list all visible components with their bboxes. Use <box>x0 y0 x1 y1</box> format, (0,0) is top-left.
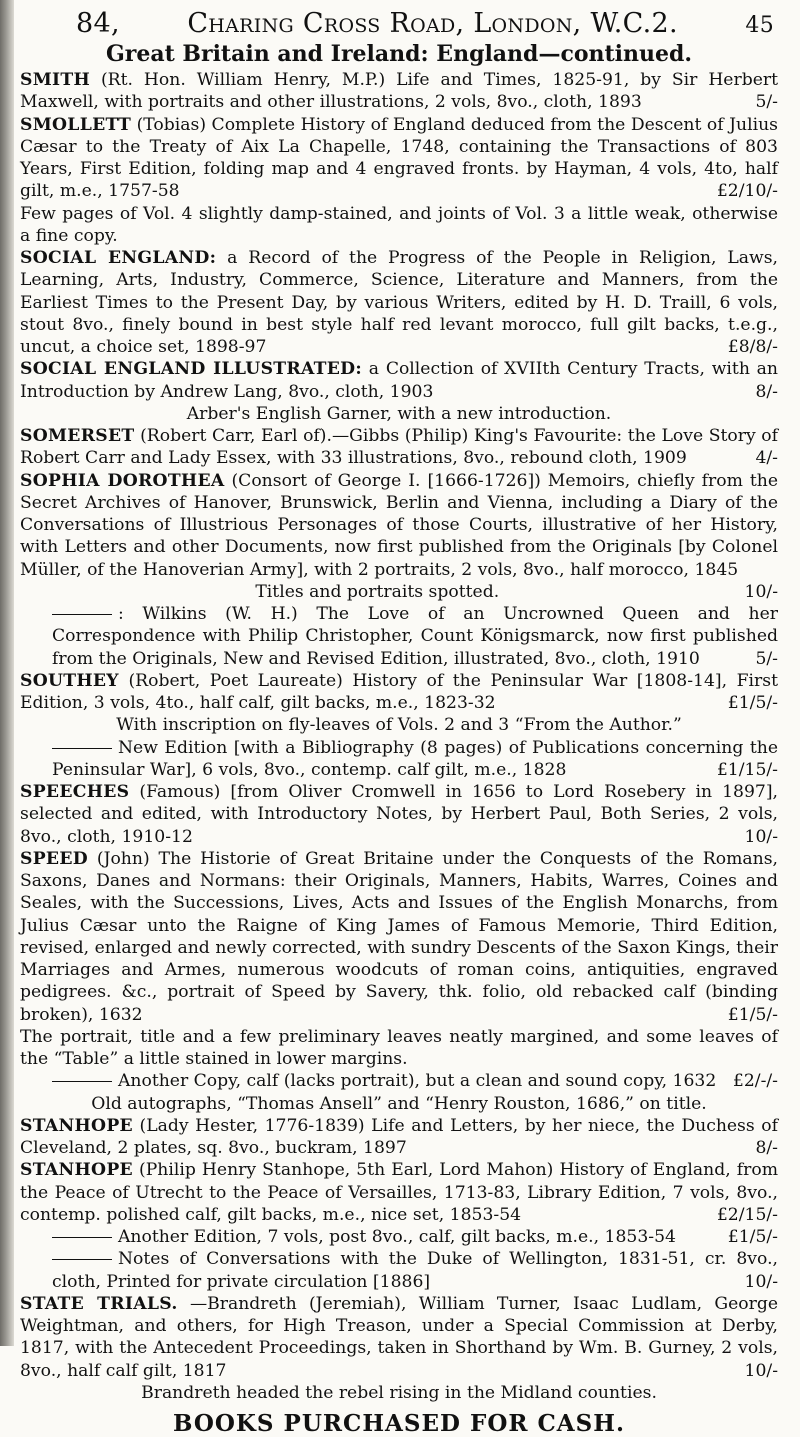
ditto-rule <box>52 748 112 749</box>
entry-text: —Brandreth (Jeremiah), William Turner, Isaac Ludlam, George Weightman, and others, for High Treason, under a Special Commission at Derby, 1817, with the Antecedent Proceedings, taken in Shorthand by Wm. B. Gurney, 2 vols, 8vo., half calf gilt, 1817 <box>20 1293 779 1381</box>
entry-price: 10/- <box>744 826 778 847</box>
catalogue-entry <box>20 737 778 782</box>
entry-text: a Record of the Progress of the People in Religion, Laws, Learning, Arts, Industry, Commerce, Science, Literature and Manners, from the Earliest Times to the Present Day, by various Writers, edited by H. D. Traill, 6 vols, stout 8vo., finely bound in best style half red levant morocco, full gilt backs, t.e.g., uncut, a choice set, 1898-97 <box>20 248 778 357</box>
entry-text: a Collection of XVIIth Century Tracts, with an Introduction by Andrew Lang, 8vo., cloth, 1903 <box>20 359 778 402</box>
entry-note: Old autographs, “Thomas Ansell” and “Henry Rouston, 1686,” on title. <box>91 1093 707 1114</box>
entry-price: 10/- <box>744 1360 778 1381</box>
page-header <box>76 8 774 39</box>
entry-price: £1/5/- <box>727 1227 778 1247</box>
entry-price: 4/- <box>755 448 778 469</box>
entry-heading: SPEECHES <box>20 782 130 802</box>
section-title: Great Britain and Ireland: England—continued. <box>105 41 693 67</box>
entry-text: (Robert, Poet Laureate) History of the Peninsular War [1808-14], First Edition, 3 vols, 4to., half calf, gilt backs, m.e., 1823-32 <box>20 670 778 713</box>
entry-text: (Robert Carr, Earl of).—Gibbs (Philip) King's Favourite: the Love Story of Robert Carr and Lady Essex, with 33 illustrations, 8vo., rebound cloth, 1909 <box>20 426 778 469</box>
entry-price: £8/8/- <box>727 337 778 357</box>
catalogue-entry <box>20 1159 778 1226</box>
catalogue-entry <box>20 1293 778 1382</box>
entry-note: Titles and portraits spotted. <box>255 581 500 602</box>
ditto-rule <box>52 1259 112 1260</box>
entry-price: £2/15/- <box>716 1204 778 1225</box>
catalogue-entry <box>20 848 778 1026</box>
catalogue-entry <box>20 1115 778 1160</box>
entry-text: Notes of Conversations with the Duke of Wellington, 1831-51, cr. 8vo., cloth, Printed for private circulation [1886] <box>52 1249 778 1292</box>
entry-heading: STANHOPE <box>20 1115 133 1136</box>
entry-condition-note: Few pages of Vol. 4 slightly damp-stained, and joints of Vol. 3 a little weak, otherwise a fine copy. <box>20 203 778 246</box>
catalogue-entry <box>20 358 778 403</box>
catalogue-entry <box>20 1070 778 1092</box>
entry-text: (Tobias) Complete History of England deduced from the Descent of Julius Cæsar to the Treaty of Aix La Chapelle, 1748, containing the Transactions of 803 Years, First Edition, folding map and 4 engraved fronts. by Hayman, 4 vols, 4to, half gilt, m.e., 1757-58 <box>20 114 778 202</box>
catalogue-entry <box>20 425 778 470</box>
entry-price: £2/10/- <box>716 181 778 202</box>
entry-heading: SPEED <box>20 848 88 869</box>
catalogue-entry <box>20 603 778 670</box>
entry-text: New Edition [with a Bibliography (8 pages) of Publications concerning the Peninsular War], 6 vols, 8vo., contemp. calf gilt, m.e., 1828 <box>52 737 778 780</box>
ditto-rule <box>52 1237 112 1238</box>
entry-text: (Lady Hester, 1776-1839) Life and Letters, by her niece, the Duchess of Cleveland, 2 plates, sq. 8vo., buckram, 1897 <box>20 1115 778 1158</box>
entry-price: 10/- <box>744 581 778 602</box>
entries-list <box>20 69 778 1404</box>
entry-price: 5/- <box>755 648 778 669</box>
book-spine-shadow <box>0 0 14 1346</box>
entry-text: (Rt. Hon. William Henry, M.P.) Life and Times, 1825-91, by Sir Herbert Maxwell, with portraits and other illustrations, 2 vols, 8vo., cloth, 1893 <box>20 70 778 113</box>
entry-note: With inscription on fly-leaves of Vols. 2 and 3 “From the Author.” <box>116 715 682 736</box>
catalogue-entry <box>20 69 778 114</box>
entry-note: Brandreth headed the rebel rising in the Midland counties. <box>141 1382 657 1403</box>
catalogue-entry <box>20 781 778 848</box>
entry-price: 5/- <box>755 92 778 113</box>
entry-text: Another Copy, calf (lacks portrait), but a clean and sound copy, 1632 <box>118 1071 717 1092</box>
entry-text: (John) The Historie of Great Britaine under the Conquests of the Romans, Saxons, Danes and Normans: their Originals, Manners, Habits, Warres, Coines and Seales, with the Successions, Lives, Acts and Issues of the English Monarchs, from Julius Cæsar unto the Raigne of King James of Famous Memorie, Third Edition, revised, enlarged and newly corrected, with sundry Descents of the Saxon Kings, their Marriages and Armes, numerous woodcuts of roman coins, antiquities, engraved pedigrees. &c., portrait of Speed by Savery, thk. folio, old rebacked calf (binding broken), 1632 <box>20 848 778 1025</box>
entry-condition-note: The portrait, title and a few preliminary leaves neatly margined, and some leaves of the “Table” a little stained in lower margins. <box>20 1026 778 1069</box>
entry-heading: STANHOPE <box>20 1160 133 1181</box>
entry-heading: STATE TRIALS. <box>20 1293 178 1314</box>
entry-note: Arber's English Garner, with a new introduction. <box>186 403 612 424</box>
entry-price: £1/15/- <box>716 759 778 780</box>
entry-heading: SOCIAL ENGLAND: <box>20 248 217 268</box>
entry-heading: SOPHIA DOROTHEA <box>20 470 225 491</box>
entry-price: £2/-/- <box>732 1071 778 1092</box>
catalogue-entry <box>20 1226 778 1248</box>
entry-price: 10/- <box>744 1271 778 1292</box>
entry-heading: SMOLLETT <box>20 114 132 135</box>
ditto-rule <box>52 614 112 615</box>
entry-price: £1/5/- <box>727 1004 778 1025</box>
entry-heading: SOUTHEY <box>20 670 119 691</box>
entry-price: 8/- <box>755 381 778 402</box>
catalogue-entry <box>20 114 778 203</box>
entry-heading: SOMERSET <box>20 426 135 446</box>
ditto-rule <box>52 1081 112 1082</box>
shop-address: Charing Cross Road, London, W.C.2. <box>187 8 678 39</box>
entry-text: : Wilkins (W. H.) The Love of an Uncrowned Queen and her Correspondence with Philip Christopher, Count Königsmarck, now first published from the Originals, New and Revised Edition, illustrated, 8vo., cloth, 1910 <box>52 604 778 669</box>
entry-price: £1/5/- <box>727 693 778 713</box>
entry-text: (Consort of George I. [1666-1726]) Memoirs, chiefly from the Secret Archives of Hanover, Brunswick, Berlin and Vienna, including a Diary of the Conversations of Illustrious Personages of those Courts, illustrative of her History, with Letters and other Documents, now first published from the Originals [by Colonel Müller, of the Hanoverian Army], with 2 portraits, 2 vols, 8vo., half morocco, 1845 <box>20 470 778 580</box>
entry-text: (Famous) [from Oliver Cromwell in 1656 to Lord Rosebery in 1897], selected and edited, with Introductory Notes, by Herbert Paul, Both Series, 2 vols, 8vo., cloth, 1910-12 <box>20 782 778 847</box>
page-number-right: 45 <box>745 13 774 38</box>
page-number-left: 84, <box>76 8 120 39</box>
entry-price: 8/- <box>755 1138 778 1158</box>
entry-heading: SOCIAL ENGLAND ILLUSTRATED: <box>20 359 363 380</box>
entry-text: Another Edition, 7 vols, post 8vo., calf, gilt backs, m.e., 1853-54 <box>118 1227 676 1247</box>
catalogue-entry <box>20 247 778 358</box>
footer-notice: BOOKS PURCHASED FOR CASH. <box>173 1410 625 1437</box>
catalogue-entry <box>20 670 778 715</box>
catalogue-entry <box>20 1248 778 1293</box>
entry-heading: SMITH <box>20 70 91 90</box>
entry-text: (Philip Henry Stanhope, 5th Earl, Lord Mahon) History of England, from the Peace of Utrecht to the Peace of Versailles, 1713-83, Library Edition, 7 vols, 8vo., contemp. polished calf, gilt backs, m.e., nice set, 1853-54 <box>20 1160 778 1225</box>
